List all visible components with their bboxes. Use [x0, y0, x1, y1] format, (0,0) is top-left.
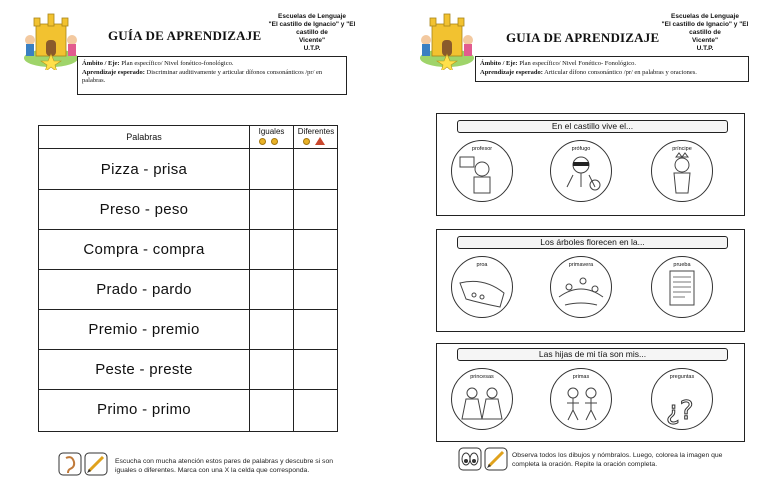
page-title: GUÍA DE APRENDIZAJE — [108, 28, 262, 43]
instruction-line: iguales o diferentes. Marca con una X la celda que corresponda. — [115, 467, 310, 474]
word-pair: Primo - primo — [97, 401, 191, 418]
sentence-banner: Las hijas de mi tía son mis... — [457, 348, 728, 361]
school-line: "El castillo de Ignacio" y "El castillo de — [661, 21, 749, 36]
row-divider — [39, 349, 337, 350]
option-label: preguntas — [669, 374, 695, 380]
yellow-dot-icon — [271, 138, 278, 145]
sentence-section — [436, 229, 745, 332]
red-triangle-icon — [315, 137, 325, 145]
option-label: prófugo — [571, 146, 591, 152]
header-iguales: Iguales — [258, 127, 285, 136]
sentence-banner: En el castillo vive el... — [457, 120, 728, 133]
castle-logo — [418, 10, 476, 70]
picture-option-profesor[interactable] — [451, 140, 513, 202]
yellow-dot-icon — [259, 138, 266, 145]
school-line: Vicente" — [691, 37, 719, 44]
column-divider — [293, 126, 294, 431]
school-line: U.T.P. — [696, 45, 714, 52]
school-line: U.T.P. — [303, 45, 321, 52]
row-divider — [39, 309, 337, 310]
aprendizaje-text: Discriminar auditivamente y articular dífonos consonánticos /pr/ en palabras. — [82, 68, 323, 84]
svg-text:¿?: ¿? — [666, 396, 694, 426]
aprendizaje-label: Aprendizaje esperado: — [480, 68, 543, 76]
castle-logo — [22, 10, 80, 70]
header-diferentes: Diferentes — [297, 127, 335, 136]
picture-option-princesas[interactable] — [451, 368, 513, 430]
school-header — [655, 13, 755, 53]
sentence-banner: Los árboles florecen en la... — [457, 236, 728, 249]
objective-box — [77, 56, 347, 95]
row-divider — [39, 269, 337, 270]
school-line: Vicente" — [298, 37, 326, 44]
column-divider — [249, 126, 250, 431]
ambito-label: Ámbito / Eje: — [480, 60, 518, 67]
word-pair: Peste - preste — [95, 361, 193, 378]
picture-option-profugo[interactable] — [550, 140, 612, 202]
option-label: primas — [572, 374, 590, 380]
objective-box — [475, 56, 749, 82]
sentence-section — [436, 343, 745, 442]
page-title: GUIA DE APRENDIZAJE — [506, 30, 660, 45]
row-divider — [39, 189, 337, 190]
ambito-label: Ámbito / Eje: — [82, 60, 120, 67]
word-comparison-table — [38, 125, 338, 432]
instruction-line: Escucha con mucha atención estos pares de palabras y descubre si son — [115, 458, 334, 465]
picture-option-primavera[interactable] — [550, 256, 612, 318]
option-label: princesas — [470, 374, 494, 380]
option-label: profesor — [471, 146, 493, 152]
school-line: "El castillo de Ignacio" y "El castillo de — [268, 21, 356, 36]
picture-option-proa[interactable] — [451, 256, 513, 318]
school-header — [262, 13, 362, 53]
aprendizaje-label: Aprendizaje esperado: — [82, 68, 145, 76]
word-pair: Premio - premio — [88, 321, 200, 338]
instruction-text — [115, 457, 345, 475]
ambito-text: Plan específico/ Nivel fonético-fonológico. — [121, 60, 234, 67]
picture-option-preguntas[interactable] — [651, 368, 713, 430]
word-pair: Compra - compra — [83, 241, 205, 258]
word-pair: Pizza - prisa — [100, 161, 188, 178]
school-line: Escuelas de Lenguaje — [278, 13, 346, 20]
instruction-line: completa la oración. Repite la oración completa. — [512, 461, 658, 468]
word-pair: Prado - pardo — [96, 281, 192, 298]
option-label: proa — [476, 262, 488, 268]
sentence-section — [436, 113, 745, 216]
instruction-line: Observa todos los dibujos y nómbralos. Luego, colorea la imagen que — [512, 452, 723, 459]
aprendizaje-text: Articular dífono consonántico /pr/ en palabras y oraciones. — [544, 68, 697, 76]
picture-option-prueba[interactable] — [651, 256, 713, 318]
picture-option-principe[interactable] — [651, 140, 713, 202]
word-pair: Preso - peso — [99, 201, 189, 218]
ambito-text: Plan específico/ Nivel Fonético- Fonológico. — [519, 60, 636, 67]
header-palabras: Palabras — [126, 132, 162, 142]
yellow-dot-icon — [303, 138, 310, 145]
school-line: Escuelas de Lenguaje — [671, 13, 739, 20]
option-label: primavera — [568, 262, 594, 268]
option-label: prueba — [673, 262, 691, 268]
eyes-and-pencil-icon — [458, 447, 508, 471]
option-label: príncipe — [672, 146, 692, 152]
ear-and-pencil-icon — [58, 452, 108, 476]
picture-option-primas[interactable] — [550, 368, 612, 430]
instruction-text — [512, 451, 752, 469]
row-divider — [39, 229, 337, 230]
row-divider — [39, 389, 337, 390]
